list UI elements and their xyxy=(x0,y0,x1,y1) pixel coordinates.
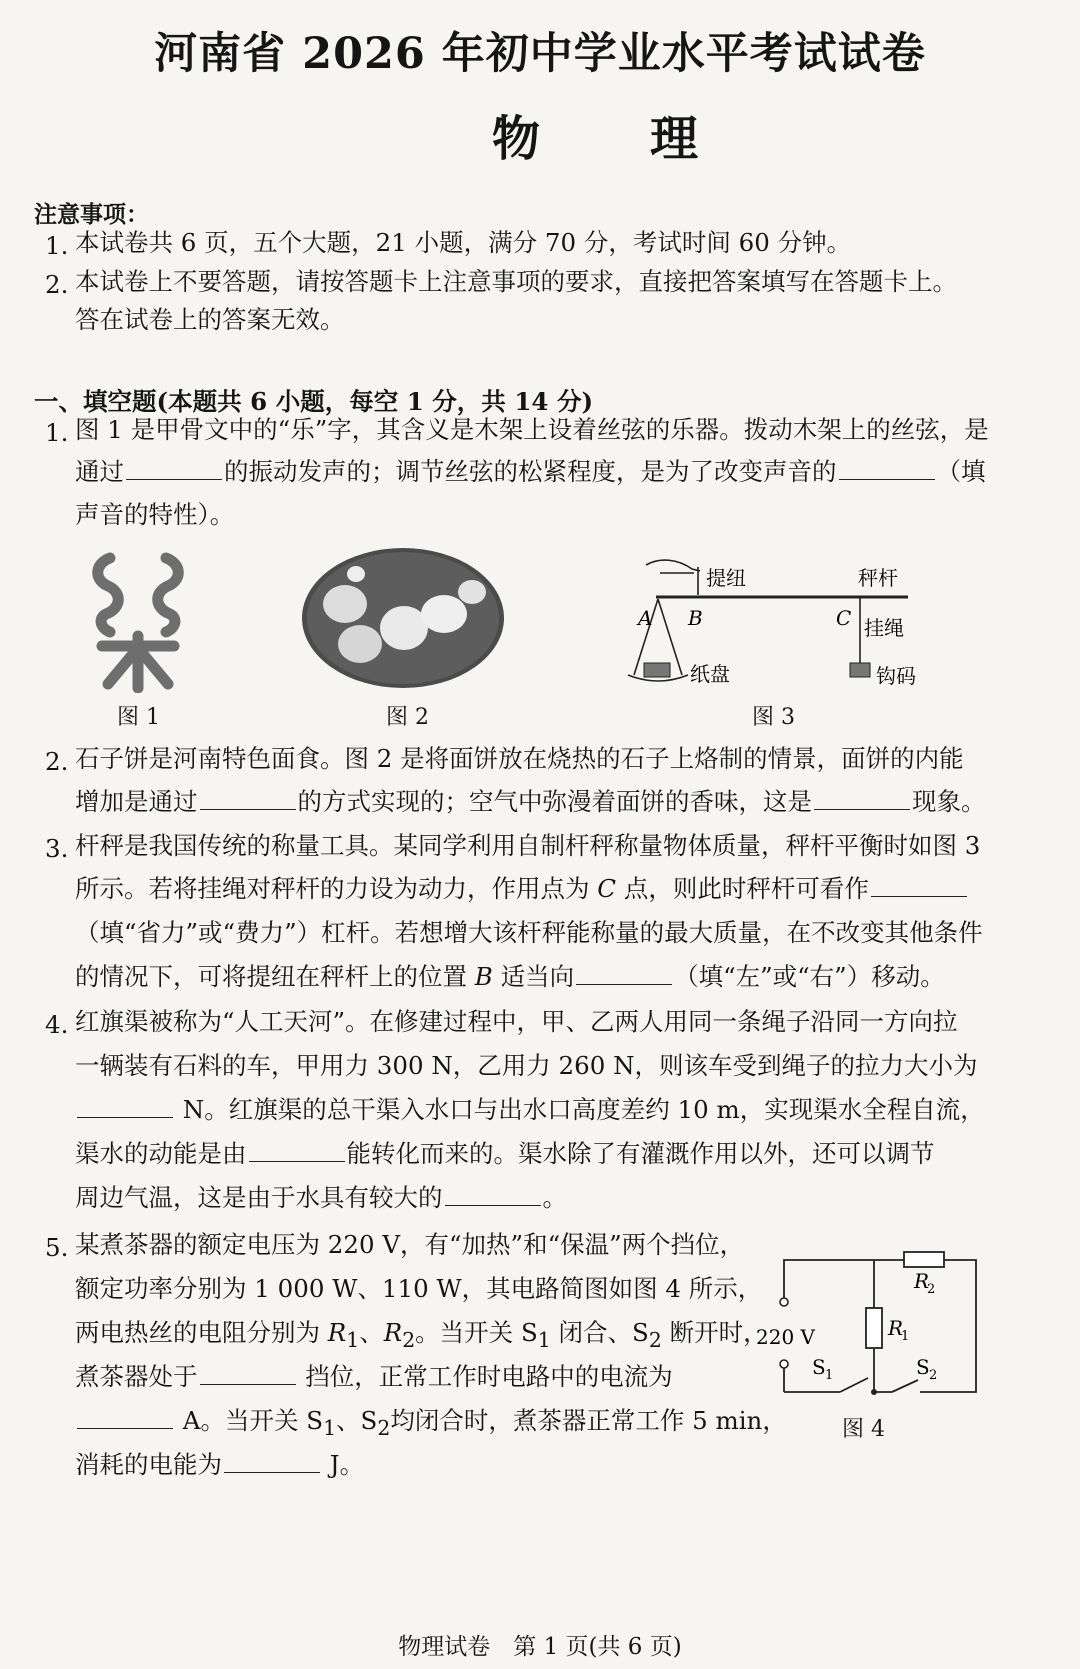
q5-r1-sub: 1 xyxy=(346,1327,360,1352)
figure-2-stone-cake-photo xyxy=(300,546,506,690)
figure-1-caption: 图 1 xyxy=(117,705,160,730)
page-footer: 物理试卷 第 1 页(共 6 页) xyxy=(398,1634,682,1660)
figure-3-steelyard-diagram xyxy=(620,545,920,693)
subject-title: 物理 xyxy=(491,111,808,167)
answer-blank[interactable] xyxy=(576,983,672,985)
s2-label: S xyxy=(916,1355,930,1379)
q5-s1-sub-b: 1 xyxy=(323,1415,337,1440)
q3-point-b: B xyxy=(474,962,493,991)
q5-line-3 xyxy=(75,1318,768,1352)
voltage-label: 220 V xyxy=(756,1325,815,1349)
q5-r2: R xyxy=(383,1318,403,1347)
q5-sep: 、 xyxy=(359,1318,384,1347)
q5-line-4 xyxy=(75,1362,673,1391)
answer-blank[interactable] xyxy=(871,895,967,897)
q4-text-3b: N。红旗渠的总干渠入水口与出水口高度差约 10 m，实现渠水全程自流， xyxy=(175,1095,985,1124)
q2-number: 2. xyxy=(45,747,69,776)
notice-item-2-num: 2. xyxy=(45,270,69,299)
q3-text-4c: 适当向 xyxy=(492,962,575,991)
label-point-c: C xyxy=(836,606,852,630)
figure-4-circuit-diagram xyxy=(750,1240,990,1415)
resistor-r2 xyxy=(904,1252,944,1267)
q5-s1-sub: 1 xyxy=(537,1327,551,1352)
r2-label: R xyxy=(914,1269,930,1293)
q1-line-3: 声音的特性）。 xyxy=(75,500,235,529)
answer-blank[interactable] xyxy=(224,1471,320,1473)
label-chenggan: 秤杆 xyxy=(858,566,898,590)
answer-blank[interactable] xyxy=(445,1204,541,1206)
answer-blank[interactable] xyxy=(839,478,935,480)
figure-1-oracle-character xyxy=(88,548,188,693)
q5-text-3a: 两电热丝的电阻分别为 xyxy=(75,1318,328,1347)
section-1-heading: 一、填空题(本题共 6 小题，每空 1 分，共 14 分) xyxy=(34,387,594,416)
q3-text-2c: 点，则此时秤杆可看作 xyxy=(616,874,869,903)
q1-text-2c: （填 xyxy=(936,457,986,486)
q3-number: 3. xyxy=(45,834,69,863)
q3-line-4 xyxy=(75,962,945,991)
q4-text-5a: 周边气温，这是由于水具有较大的 xyxy=(75,1183,443,1212)
answer-blank[interactable] xyxy=(126,478,222,480)
exam-title: 河南省 2026 年初中学业水平考试试卷 xyxy=(154,29,926,79)
q4-line-5 xyxy=(75,1183,567,1212)
q5-text-5d: 均闭合时，煮茶器正常工作 5 min， xyxy=(390,1406,787,1435)
q2-line-2 xyxy=(75,787,986,816)
q3-text-2a: 所示。若将挂绳对秤杆的力设为动力，作用点为 xyxy=(75,874,598,903)
notice-item-1-text: 本试卷共 6 页，五个大题，21 小题，满分 70 分，考试时间 60 分钟。 xyxy=(75,228,852,257)
q2-text-2b: 的方式实现的；空气中弥漫着面饼的香味，这是 xyxy=(297,787,812,816)
q1-line-1: 图 1 是甲骨文中的“乐”字，其含义是木架上设着丝弦的乐器。拨动木架上的丝弦，是 xyxy=(75,415,989,444)
q5-text-4a: 煮茶器处于 xyxy=(75,1362,198,1391)
q4-text-4b: 能转化而来的。渠水除了有灌溉作用以外，还可以调节 xyxy=(346,1139,935,1168)
answer-blank[interactable] xyxy=(200,1383,296,1385)
label-gouma: 钩码 xyxy=(876,664,916,688)
notice-item-2-text-cont: 答在试卷上的答案无效。 xyxy=(75,305,345,334)
answer-blank[interactable] xyxy=(814,808,910,810)
answer-blank[interactable] xyxy=(249,1160,345,1162)
q5-r1: R xyxy=(327,1318,347,1347)
label-point-a: A xyxy=(638,606,653,630)
hand-icon xyxy=(646,560,700,571)
switch-s2 xyxy=(892,1380,918,1392)
q2-text-2a: 增加是通过 xyxy=(75,787,198,816)
q4-text-4a: 渠水的动能是由 xyxy=(75,1139,247,1168)
answer-blank[interactable] xyxy=(77,1116,173,1118)
q4-line-1: 红旗渠被称为“人工天河”。在修建过程中，甲、乙两人用同一条绳子沿同一方向拉 xyxy=(75,1007,958,1036)
r1-label: R xyxy=(888,1316,904,1340)
q4-line-3 xyxy=(75,1095,985,1124)
q1-line-2 xyxy=(75,457,986,486)
q5-number: 5. xyxy=(45,1233,69,1262)
s1-label: S xyxy=(812,1355,826,1379)
label-guasheng: 挂绳 xyxy=(864,616,904,640)
q4-text-5b: 。 xyxy=(542,1183,567,1212)
answer-blank[interactable] xyxy=(200,808,296,810)
label-zhipan: 纸盘 xyxy=(690,662,730,686)
q4-line-4 xyxy=(75,1139,935,1168)
q5-text-6b: J。 xyxy=(322,1450,365,1479)
r2-sub: 2 xyxy=(927,1282,936,1297)
q4-line-2: 一辆装有石料的车，甲用力 300 N，乙用力 260 N，则该车受到绳子的拉力大小为 xyxy=(75,1051,978,1080)
switch-s1 xyxy=(840,1378,868,1392)
q1-text-2b: 的振动发声的；调节丝弦的松紧程度，是为了改变声音的 xyxy=(224,457,837,486)
hook-weight xyxy=(850,663,870,677)
r1-sub: 1 xyxy=(901,1329,910,1344)
q4-number: 4. xyxy=(45,1010,69,1039)
figure-3-caption: 图 3 xyxy=(752,705,795,730)
q5-line-1: 某煮茶器的额定电压为 220 V，有“加热”和“保温”两个挡位， xyxy=(75,1230,745,1259)
q5-text-3d: 断开时， xyxy=(661,1318,768,1347)
s2-sub: 2 xyxy=(929,1368,938,1383)
q3-line-1: 杆秤是我国传统的称量工具。某同学利用自制杆秤称量物体质量，秤杆平衡时如图 3 xyxy=(75,831,981,860)
q5-line-6 xyxy=(75,1450,365,1479)
q5-line-2: 额定功率分别为 1 000 W、110 W，其电路简图如图 4 所示， xyxy=(75,1274,763,1303)
figure-2-caption: 图 2 xyxy=(386,705,429,730)
figure-4-caption: 图 4 xyxy=(842,1417,885,1442)
q2-line-1: 石子饼是河南特色面食。图 2 是将面饼放在烧热的石子上烙制的情景，面饼的内能 xyxy=(75,744,964,773)
q3-text-4d: （填“左”或“右”）移动。 xyxy=(674,962,945,991)
q5-text-5c: 、S xyxy=(336,1406,378,1435)
q5-text-3b: 。当开关 S xyxy=(415,1318,538,1347)
q5-s2-sub-b: 2 xyxy=(377,1415,391,1440)
notice-item-2-text: 本试卷上不要答题，请按答题卡上注意事项的要求，直接把答案填写在答题卡上。 xyxy=(75,267,957,296)
notice-item-1-num: 1. xyxy=(45,231,69,260)
answer-blank[interactable] xyxy=(77,1427,173,1429)
resistor-r1 xyxy=(866,1308,882,1348)
label-point-b: B xyxy=(688,606,703,630)
notice-heading: 注意事项： xyxy=(34,201,149,228)
q3-line-2 xyxy=(75,874,969,903)
q5-line-5 xyxy=(75,1406,787,1440)
q1-text-2a: 通过 xyxy=(75,457,124,486)
q5-text-4b: 挡位，正常工作时电路中的电流为 xyxy=(297,1362,673,1391)
q5-text-3c: 闭合、S xyxy=(550,1318,649,1347)
q5-text-6a: 消耗的电能为 xyxy=(75,1450,222,1479)
s1-sub: 1 xyxy=(825,1368,834,1383)
q2-text-2c: 现象。 xyxy=(912,787,986,816)
q3-line-3: （填“省力”或“费力”）杠杆。若想增大该杆秤能称量的最大质量，在不改变其他条件 xyxy=(75,918,983,947)
q5-s2-sub: 2 xyxy=(648,1327,662,1352)
q3-point-c: C xyxy=(597,874,617,903)
q1-number: 1. xyxy=(45,418,69,447)
q5-r2-sub: 2 xyxy=(402,1327,416,1352)
q3-text-4a: 的情况下，可将提纽在秤杆上的位置 xyxy=(75,962,475,991)
q5-text-5b: A。当开关 S xyxy=(175,1406,324,1435)
label-tiniu: 提纽 xyxy=(706,566,746,590)
